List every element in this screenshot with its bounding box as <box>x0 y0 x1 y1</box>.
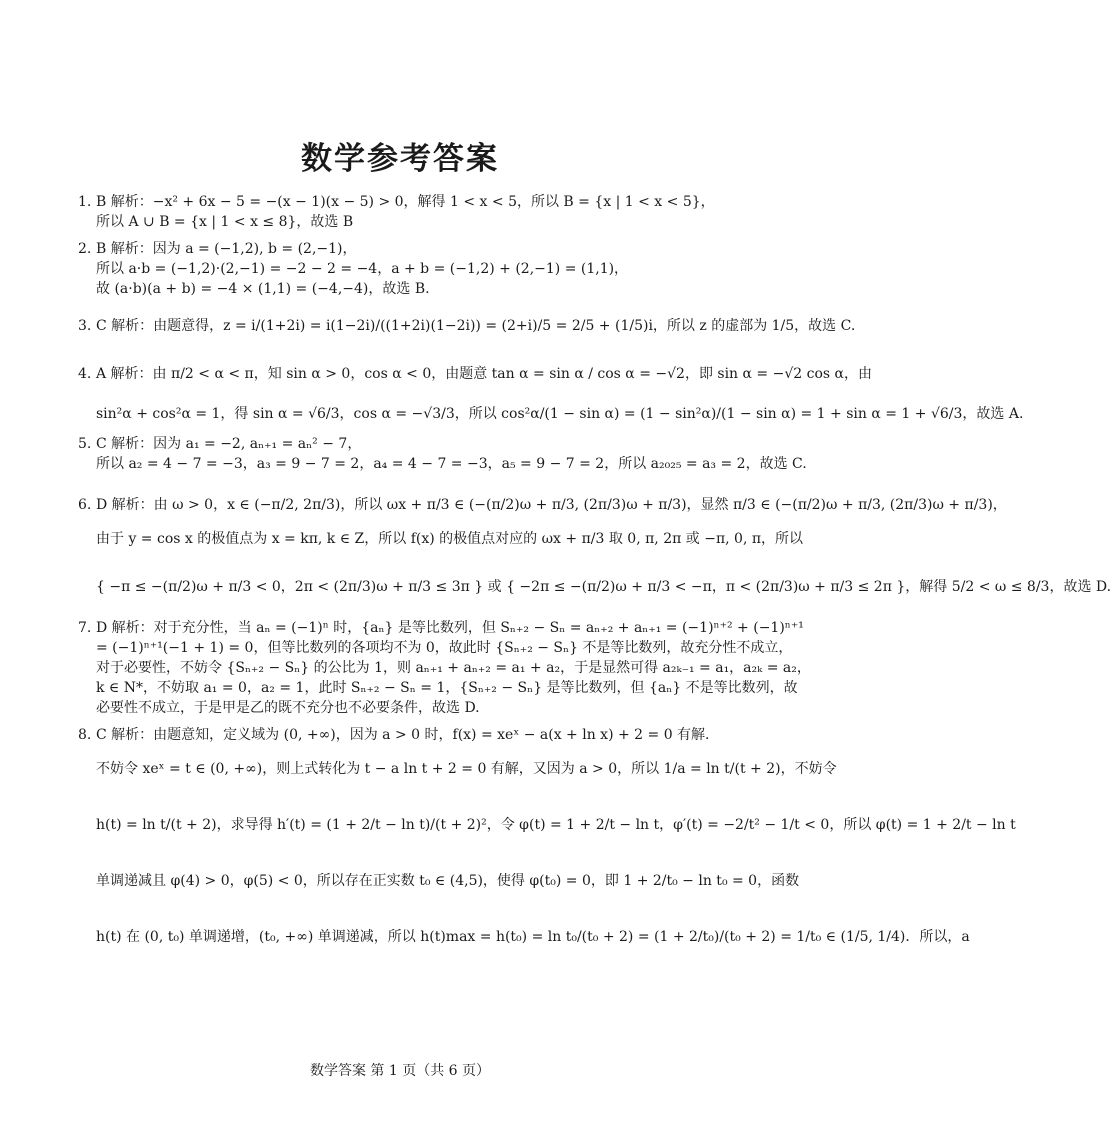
answer-5-line-2: 所以 a₂ = 4 − 7 = −3，a₃ = 9 − 7 = 2，a₄ = 4 − 7 = −3，a₅ = 9 − 7 = 2，所以 a₂₀₂₅ = a₃ = 2，故选 C. <box>96 456 807 472</box>
answer-7-number: 7. <box>78 620 92 636</box>
answer-7-line-1: 7. D 解析：对于充分性，当 aₙ = (−1)ⁿ 时，{aₙ} 是等比数列，但 Sₙ₊₂ − Sₙ = aₙ₊₂ + aₙ₊₁ = (−1)ⁿ⁺² + (−1)ⁿ⁺¹ <box>78 620 804 636</box>
answer-3-line-1: 3. C 解析：由题意得，z = i/(1+2i) = i(1−2i)/((1+2i)(1−2i)) = (2+i)/5 = 2/5 + (1/5)i，所以 z 的虚部为 1/5，故选 C. <box>78 313 738 339</box>
answer-2-line-2: 所以 a·b = (−1,2)·(2,−1) = −2 − 2 = −4，a + b = (−1,2) + (2,−1) = (1,1)， <box>96 261 629 277</box>
answer-7-line-3: 对于必要性，不妨令 {Sₙ₊₂ − Sₙ} 的公比为 1，则 aₙ₊₁ + aₙ₊₂ = a₁ + a₂，于是显然可得 a₂ₖ₋₁ = a₁，a₂ₖ = a₂， <box>96 660 811 676</box>
answer-2-number: 2. <box>78 241 92 257</box>
answer-7-line-2: = (−1)ⁿ⁺¹(−1 + 1) = 0，但等比数列的各项均不为 0，故此时 {Sₙ₊₂ − Sₙ} 不是等比数列，故充分性不成立， <box>96 640 793 656</box>
page-title: 数学参考答案 <box>301 141 499 177</box>
answer-7-line-4: k ∈ N*，不妨取 a₁ = 0，a₂ = 1，此时 Sₙ₊₂ − Sₙ = 1，{Sₙ₊₂ − Sₙ} 是等比数列，但 {aₙ} 不是等比数列，故 <box>96 680 798 696</box>
answer-8-line-1: 8. C 解析：由题意知，定义域为 (0, +∞)，因为 a > 0 时，f(x) = xeˣ − a(x + ln x) + 2 = 0 有解. <box>78 727 710 743</box>
answer-2-line-1: 2. B 解析：因为 a = (−1,2), b = (2,−1)， <box>78 241 357 257</box>
answer-8-number: 8. <box>78 727 92 743</box>
page-footer: 数学答案 第 1 页（共 6 页） <box>309 1063 491 1079</box>
answer-4-line-2: sin²α + cos²α = 1，得 sin α = √6/3，cos α = −√3/3，所以 cos²α/(1 − sin α) = (1 − sin²α)/(1 − sin α) = 1 + sin α = 1 + √6/3，故选 A. <box>96 406 1024 422</box>
answer-6-line-2: 由于 y = cos x 的极值点为 x = kπ, k ∈ Z，所以 f(x) 的极值点对应的 ωx + π/3 取 0, π, 2π 或 −π, 0, π，所以 <box>96 531 804 547</box>
answer-6-number: 6. <box>78 497 92 513</box>
answer-content <box>78 192 1111 954</box>
answer-3-number: 3. <box>78 318 92 334</box>
answer-6-line-1: 6. D 解析：由 ω > 0，x ∈ (−π/2, 2π/3)，所以 ωx + π/3 ∈ (−(π/2)ω + π/3, (2π/3)ω + π/3)，显然 π/3 ∈ (−(π/2)ω + π/3, (2π/3)ω + π/3)， <box>78 488 738 522</box>
answer-4-line-1: 4. A 解析：由 π/2 < α < π，知 sin α > 0，cos α < 0，由题意 tan α = sin α / cos α = −√2，即 sin α = −√2 cos α，由 <box>78 361 738 387</box>
answer-7-line-5: 必要性不成立，于是甲是乙的既不充分也不必要条件，故选 D. <box>96 700 480 716</box>
answer-1-line-2: 所以 A ∪ B = {x | 1 < x ≤ 8}，故选 B <box>96 214 354 230</box>
answer-5-line-1: 5. C 解析：因为 a₁ = −2, aₙ₊₁ = aₙ² − 7， <box>78 436 362 452</box>
answer-4-number: 4. <box>78 366 92 382</box>
answer-6-line-3: { −π ≤ −(π/2)ω + π/3 < 0，2π < (2π/3)ω + π/3 ≤ 3π } 或 { −2π ≤ −(π/2)ω + π/3 < −π，π < (2π/3)ω + π/3 ≤ 2π }，解得 5/2 < ω ≤ 8/3，故选 D. <box>96 579 1111 595</box>
answer-5-number: 5. <box>78 436 92 452</box>
answer-8-line-5: h(t) 在 (0, t₀) 单调递增，(t₀, +∞) 单调递减，所以 h(t)max = h(t₀) = ln t₀/(t₀ + 2) = (1 + 2/t₀)/(t₀ + 2) = 1/t₀ ∈ (1/5, 1/4)．所以，a <box>96 929 970 945</box>
answer-1-number: 1. <box>78 194 92 210</box>
answer-8-line-3: h(t) = ln t/(t + 2)，求导得 h′(t) = (1 + 2/t − ln t)/(t + 2)²，令 φ(t) = 1 + 2/t − ln t，φ′(t) = −2/t² − 1/t < 0，所以 φ(t) = 1 + 2/t − ln t <box>96 817 1016 833</box>
answer-2-line-3: 故 (a·b)(a + b) = −4 × (1,1) = (−4,−4)，故选 B. <box>96 281 430 297</box>
answer-1-line-1: 1. B 解析：−x² + 6x − 5 = −(x − 1)(x − 5) > 0，解得 1 < x < 5，所以 B = {x | 1 < x < 5}， <box>78 194 715 210</box>
answer-8-line-4: 单调递减且 φ(4) > 0，φ(5) < 0，所以存在正实数 t₀ ∈ (4,5)，使得 φ(t₀) = 0，即 1 + 2/t₀ − ln t₀ = 0，函数 <box>96 873 800 889</box>
answer-8-line-2: 不妨令 xeˣ = t ∈ (0, +∞)，则上式转化为 t − a ln t + 2 = 0 有解，又因为 a > 0，所以 1/a = ln t/(t + 2)，不妨令 <box>96 761 837 777</box>
